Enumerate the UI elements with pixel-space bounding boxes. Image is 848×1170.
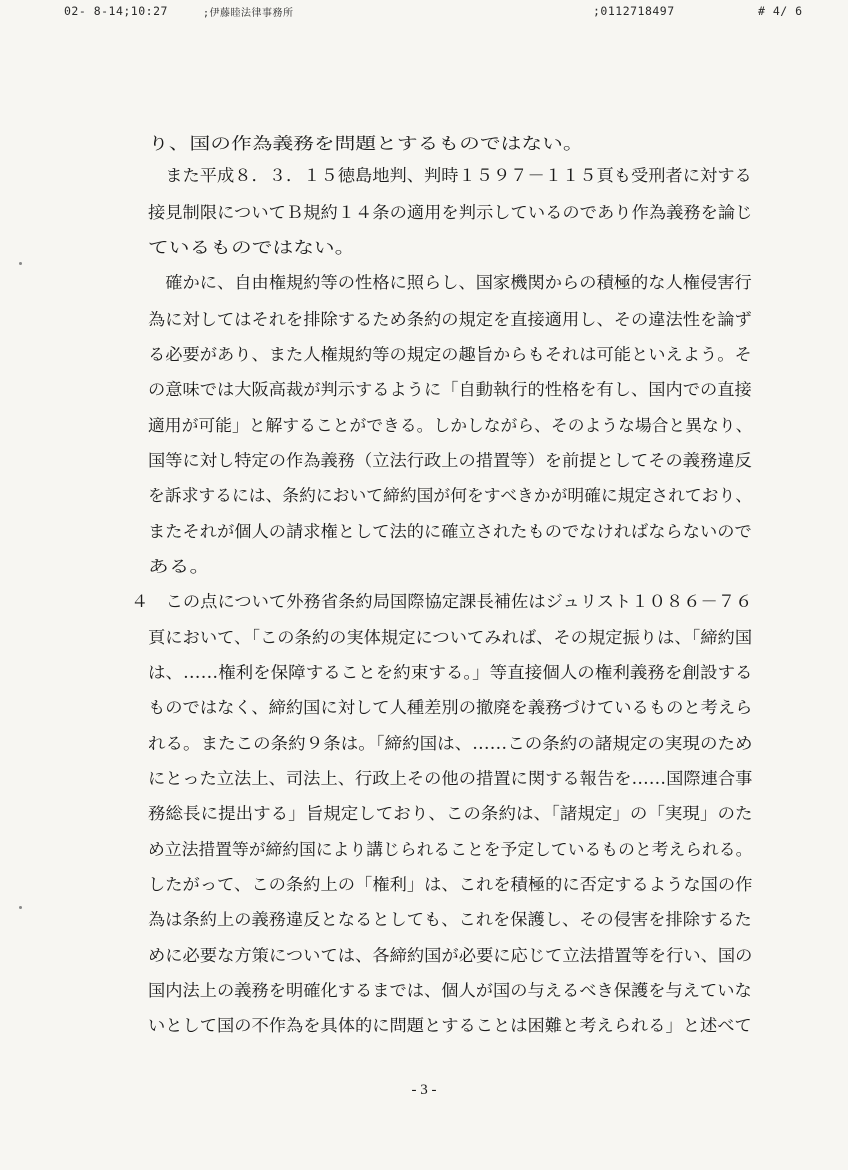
body-line: いとして国の不作為を具体的に問題とすることは困難と考えられる」と述べて — [148, 1016, 752, 1035]
body-line: れる。またこの条約９条は。「締約国は、……この条約の諸規定の実現のため — [148, 734, 753, 753]
body-line: またそれが個人の請求権として法的に確立されたものでなければならないので — [148, 522, 752, 541]
body-line: は、……権利を保障することを約束する。」等直接個人の権利義務を創設する — [148, 663, 753, 682]
body-line: にとった立法上、司法上、行政上その他の措置に関する報告を……国際連合事 — [148, 769, 753, 788]
scan-speck — [19, 262, 22, 265]
body-line: る必要があり、また人権規約等の規定の趣旨からもそれは可能といえよう。そ — [148, 345, 752, 364]
body-line: めに必要な方策については、各締約国が必要に応じて立法措置等を行い、国の — [148, 946, 753, 965]
body-line: 為は条約上の義務違反となるとしても、これを保護し、その侵害を排除するた — [148, 910, 752, 929]
body-line: 接見制限についてＢ規約１４条の適用を判示しているのであり作為義務を論じ — [148, 203, 753, 222]
body-line: ４ この点について外務省条約局国際協定課長補佐はジュリスト１０８６－７６ — [131, 592, 753, 611]
body-line: 国内法上の義務を明確化するまでは、個人が国の与えるべき保護を与えていな — [148, 981, 752, 1000]
body-line: したがって、この条約上の「権利」は、これを積極的に否定するような国の作 — [148, 875, 753, 894]
body-line: ているものではない。 — [148, 238, 356, 257]
body-line: の意味では大阪高裁が判示するように「自動執行的性格を有し、国内での直接 — [148, 380, 752, 399]
body-line: り、国の作為義務を問題とするものではない。 — [148, 134, 584, 153]
body-line: め立法措置等が締約国により講じられることを予定しているものと考えられる。 — [148, 840, 753, 859]
body-line: を訴求するには、条約において締約国が何をすべきかが明確に規定されており、 — [148, 486, 753, 505]
body-line: 為に対してはそれを排除するため条約の規定を直接適用し、その違法性を論ず — [148, 310, 752, 329]
body-line: 適用が可能」と解することができる。しかしながら、そのような場合と異なり、 — [148, 416, 753, 435]
body-line: 頁において、「この条約の実体規定についてみれば、その規定振りは、「締約国 — [148, 628, 753, 647]
body-line: 国等に対し特定の作為義務（立法行政上の措置等）を前提としてその義務違反 — [148, 451, 752, 470]
fax-date-time: 02- 8-14;10:27 — [64, 4, 168, 18]
body-line: 務総長に提出する」旨規定しており、この条約は、「諸規定」の「実現」のた — [148, 804, 753, 823]
page-number: - 3 - — [411, 1082, 437, 1098]
fax-sender: ;伊藤睦法律事務所 — [203, 8, 294, 19]
body-line: また平成８．３．１５徳島地判、判時１５９７－１１５頁も受刑者に対する — [148, 166, 752, 185]
fax-number: ;0112718497 — [593, 4, 675, 18]
fax-page-count: # 4/ 6 — [758, 4, 803, 18]
body-line: ものではなく、締約国に対して人種差別の撤廃を義務づけているものと考えら — [148, 698, 753, 717]
scan-speck — [19, 906, 22, 909]
fax-header — [0, 4, 848, 24]
body-line: 確かに、自由権規約等の性格に照らし、国家機関からの積極的な人権侵害行 — [148, 273, 752, 292]
body-line: ある。 — [148, 557, 211, 576]
